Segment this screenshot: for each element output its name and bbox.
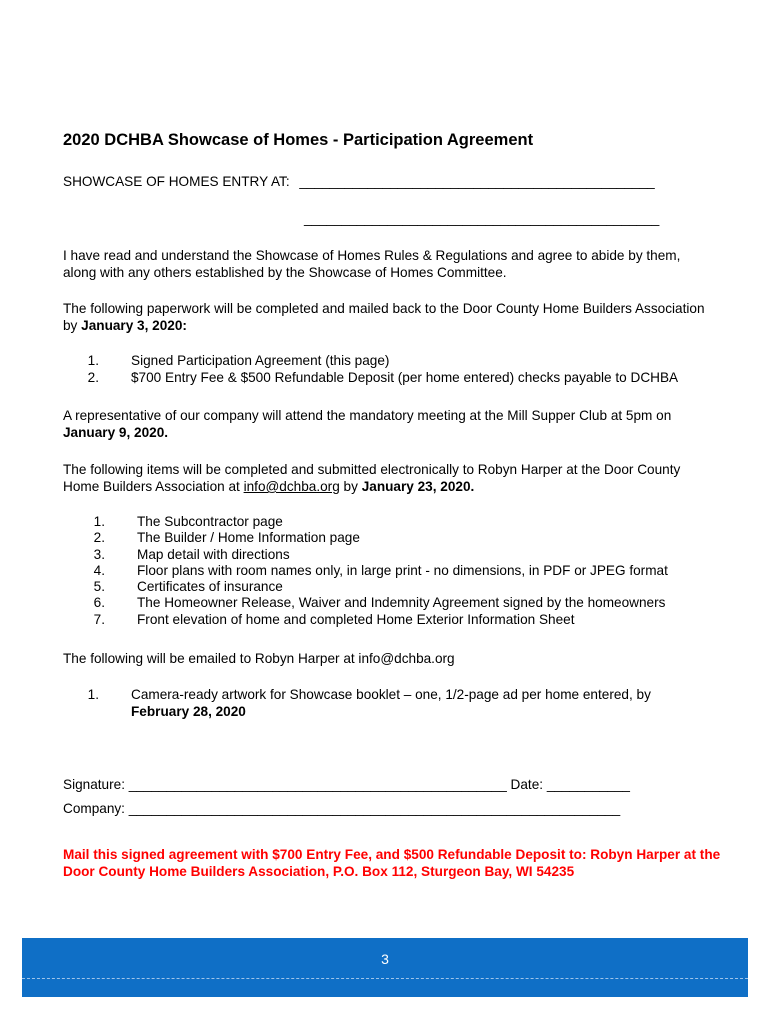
company-label: Company: [63,801,125,816]
electronic-deadline: January 23, 2020. [361,479,475,494]
entry-line [63,174,655,189]
signature-label: Signature: [63,777,125,792]
entry-blank-second: _______________________________________________ [304,211,660,226]
list-number: 2. [87,369,99,385]
footer-divider [22,978,748,979]
signature-field[interactable]: __________________________________________________ [128,777,507,792]
list-text: The Builder / Home Information page [137,530,360,546]
list-text: $700 Entry Fee & $500 Refundable Deposit (per home entered) checks payable to DCHBA [131,369,679,385]
list-text: Map detail with directions [137,546,290,562]
list-number: 1. [87,353,99,368]
email-link[interactable]: info@dchba.org [243,479,340,494]
intro-paragraph: I have read and understand the Showcase of Homes Rules & Regulations and agree to abide by them, along with any others established by the Showcase of Homes Committee. [63,248,681,280]
paperwork-paragraph [63,300,713,334]
meeting-text: A representative of our company will attend the mandatory meeting at the Mill Supper Club at 5pm on [63,408,672,423]
list-number: 2. [93,530,105,546]
entry-label: SHOWCASE OF HOMES ENTRY AT: [63,174,290,189]
meeting-date: January 9, 2020. [63,425,169,440]
list-text: Signed Participation Agreement (this page) [131,353,390,368]
list-text: Floor plans with room names only, in large print - no dimensions, in PDF or JPEG format [137,562,668,578]
list-number: 6. [93,595,105,611]
list-text: Certificates of insurance [137,579,283,595]
signature-line [63,777,630,792]
paperwork-deadline: January 3, 2020: [81,318,187,333]
mail-instructions: Mail this signed agreement with $700 Entry Fee, and $500 Refundable Deposit to: Robyn Harper at the Door County Home Builders Association, P.O. Box 112, Sturgeon Bay, WI 54235 [63,847,721,879]
emailed-list [63,687,723,721]
date-label: Date: [510,777,544,792]
company-line [63,801,620,816]
list-number: 7. [93,611,105,627]
list-text: The Subcontractor page [137,514,283,529]
list-number: 4. [93,562,105,578]
emailed-paragraph: The following will be emailed to Robyn Harper at info@dchba.org [63,651,455,666]
list-number: 1. [87,687,99,702]
page-footer [22,938,748,997]
paperwork-text: The following paperwork will be completed and mailed back to the Door County Home Builders Association by [63,301,705,333]
list-text: The Homeowner Release, Waiver and Indemnity Agreement signed by the homeowners [137,595,666,611]
list-number: 1. [93,514,105,529]
page-title: 2020 DCHBA Showcase of Homes - Participation Agreement [63,131,534,149]
electronic-paragraph [63,461,713,495]
date-field[interactable]: ___________ [546,777,630,792]
entry-blank: _______________________________________________ [299,174,655,189]
list-number: 3. [93,546,105,562]
list-item [63,687,723,721]
electronic-text: The following items will be completed and submitted electronically to Robyn Harper at the Door County Home Builders Association at [63,462,681,494]
meeting-paragraph [63,407,713,441]
list-number: 5. [93,579,105,595]
page-number: 3 [381,951,389,967]
list-text: Front elevation of home and completed Home Exterior Information Sheet [137,611,575,627]
emailed-deadline: February 28, 2020 [131,704,246,719]
electronic-by: by [339,479,362,494]
company-field[interactable]: _________________________________________________________________ [128,801,621,816]
list-text: Camera-ready artwork for Showcase booklet – one, 1/2-page ad per home entered, by [131,687,651,702]
